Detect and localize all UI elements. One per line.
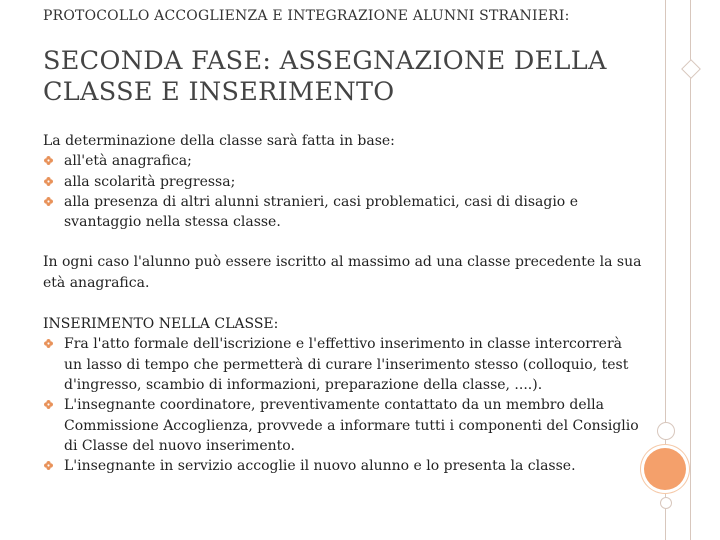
flower-bullet-icon — [44, 156, 53, 165]
flower-bullet-icon — [44, 461, 53, 470]
decorative-rail — [690, 0, 691, 540]
section-intro: La determinazione della classe sarà fatta in base: — [43, 133, 395, 149]
flower-bullet-icon — [44, 339, 53, 348]
diamond-ornament-icon — [681, 59, 701, 79]
section-heading: INSERIMENTO NELLA CLASSE: — [43, 316, 279, 333]
list-item-text: alla scolarità pregressa; — [64, 173, 236, 190]
list-item — [43, 456, 643, 476]
flower-bullet-icon — [44, 400, 53, 409]
flower-bullet-icon — [44, 177, 53, 186]
list-item-text: alla presenza di altri alunni stranieri, casi problematici, casi di disagio e svantaggio nella stessa classe. — [64, 193, 578, 231]
list-item — [43, 172, 643, 192]
header-kicker: PROTOCOLLO ACCOGLIENZA E INTEGRAZIONE ALUNNI STRANIERI: — [43, 8, 570, 24]
slide-title: SECONDA FASE: ASSEGNAZIONE DELLA CLASSE E INSERIMENTO — [43, 46, 607, 107]
slide-body — [43, 131, 643, 476]
ring-ornament-icon — [657, 422, 675, 440]
list-item — [43, 151, 643, 171]
list-item — [43, 334, 643, 395]
list-item-text: all'età anagrafica; — [64, 153, 192, 170]
list-item-text: L'insegnante coordinatore, preventivamente contattato da un membro della Commissione Accoglienza, provvede a informare tutti i componenti del Consiglio di Classe del nuovo inserimento. — [64, 397, 639, 454]
ring-ornament-icon — [660, 497, 672, 509]
orange-circle-ornament-icon — [644, 448, 686, 490]
list-item — [43, 192, 643, 233]
list-item — [43, 395, 643, 456]
list-item-text: Fra l'atto formale dell'iscrizione e l'effettivo inserimento in classe intercorrerà un lasso di tempo che permetterà di curare l'inserimento stesso (colloquio, test d'ingresso, scambio di informazioni, preparazione della classe, ....). — [64, 336, 629, 393]
age-paragraph: In ogni caso l'alunno può essere iscritto al massimo ad una classe precedente la sua età anagrafica. — [43, 254, 642, 291]
flower-bullet-icon — [44, 197, 53, 206]
insertion-list — [43, 334, 643, 476]
list-item-text: L'insegnante in servizio accoglie il nuovo alunno e lo presenta la classe. — [64, 458, 576, 475]
criteria-list — [43, 151, 643, 232]
